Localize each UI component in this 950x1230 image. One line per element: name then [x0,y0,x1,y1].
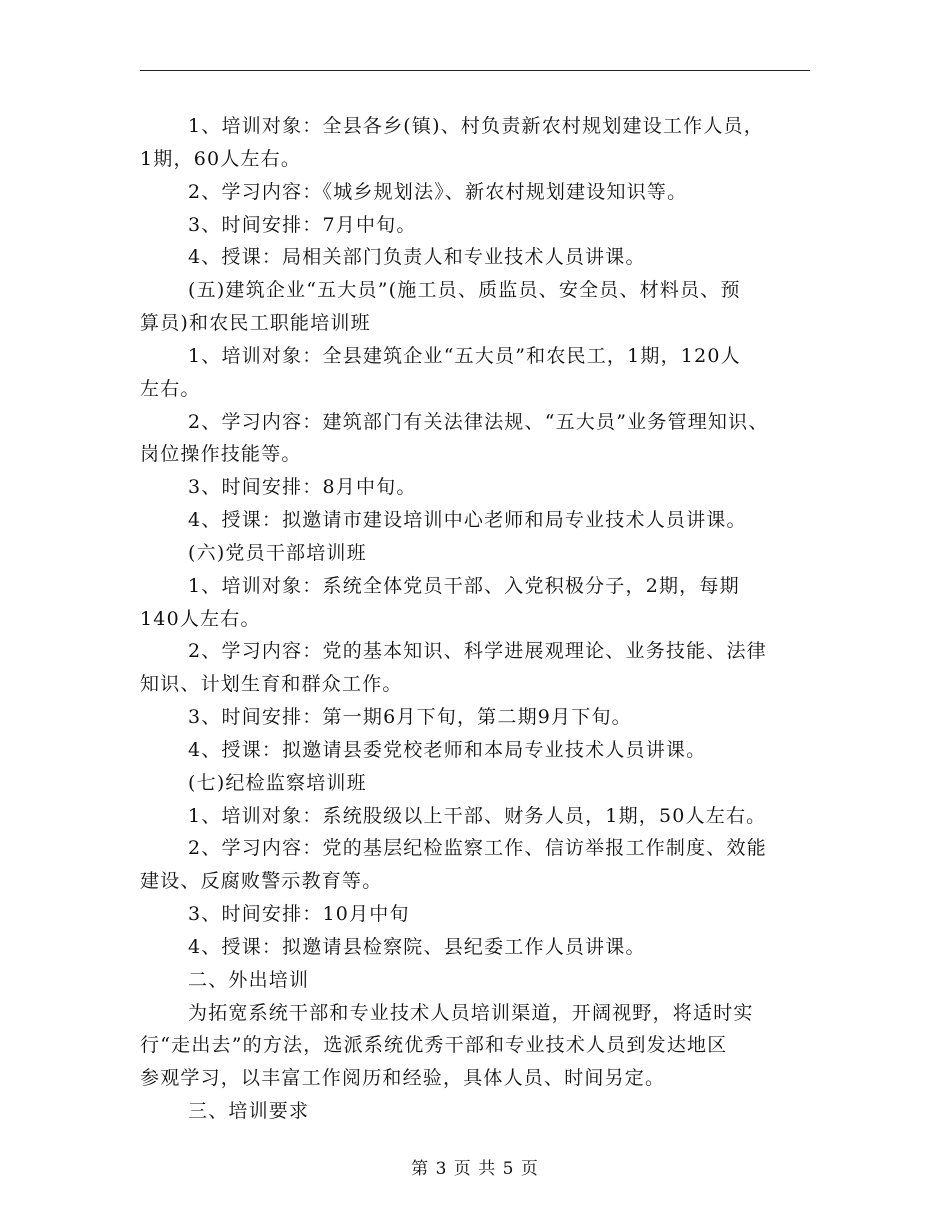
paragraph-line: 3、时间安排：第一期6月下旬，第二期9月下旬。 [188,706,632,728]
paragraph-line: 3、时间安排：10月中旬 [188,903,410,925]
paragraph-line: 2、学习内容：《城乡规划法》、新农村规划建设知识等。 [188,181,688,203]
page-number-footer: 第 3 页 共 5 页 [411,1159,539,1179]
section-heading: (七)纪检监察培训班 [188,772,367,794]
paragraph-line: 知识、计划生育和群众工作。 [140,673,403,695]
section-heading: 三、培训要求 [188,1100,310,1122]
paragraph-line: 1、培训对象：系统股级以上干部、财务人员，1期，50人左右。 [188,805,767,827]
paragraph-line: 2、学习内容：党的基本知识、科学进展观理论、业务技能、法律 [188,640,767,662]
paragraph-line: 2、学习内容：党的基层纪检监察工作、信访举报工作制度、效能 [188,837,767,859]
paragraph-line: 左右。 [140,378,201,400]
paragraph-line: 140人左右。 [140,608,261,630]
paragraph-line: 参观学习，以丰富工作阅历和经验，具体人员、时间另定。 [140,1067,666,1089]
paragraph-line: 1、培训对象：全县建筑企业“五大员”和农民工，1期，120人 [188,345,741,367]
section-heading: (六)党员干部培训班 [188,542,367,564]
paragraph-line: 建设、反腐败警示教育等。 [140,870,383,892]
paragraph-line: 4、授课：拟邀请市建设培训中心老师和局专业技术人员讲课。 [188,509,747,531]
paragraph-line: 为拓宽系统干部和专业技术人员培训渠道，开阔视野，将适时实 [188,1002,754,1024]
paragraph-line: 4、授课：局相关部门负责人和专业技术人员讲课。 [188,246,646,268]
section-heading: (五)建筑企业“五大员”(施工员、质监员、安全员、材料员、预 [188,279,741,301]
paragraph-line: 岗位操作技能等。 [140,443,302,465]
paragraph-line: 2、学习内容：建筑部门有关法律法规、“五大员”业务管理知识、 [188,411,769,433]
paragraph-line: 3、时间安排：7月中旬。 [188,214,417,236]
paragraph-line: 1期，60人左右。 [140,148,302,170]
paragraph-line: 行“走出去”的方法，选派系统优秀干部和专业技术人员到发达地区 [140,1034,728,1056]
section-heading: 算员)和农民工职能培训班 [140,312,371,334]
paragraph-line: 4、授课：拟邀请县委党校老师和本局专业技术人员讲课。 [188,739,707,761]
paragraph-line: 3、时间安排：8月中旬。 [188,476,417,498]
paragraph-line: 4、授课：拟邀请县检察院、县纪委工作人员讲课。 [188,936,646,958]
section-heading: 二、外出培训 [188,969,310,991]
paragraph-line: 1、培训对象：系统全体党员干部、入党积极分子，2期，每期 [188,575,740,597]
paragraph-line: 1、培训对象：全县各乡(镇)、村负责新农村规划建设工作人员， [188,115,764,137]
